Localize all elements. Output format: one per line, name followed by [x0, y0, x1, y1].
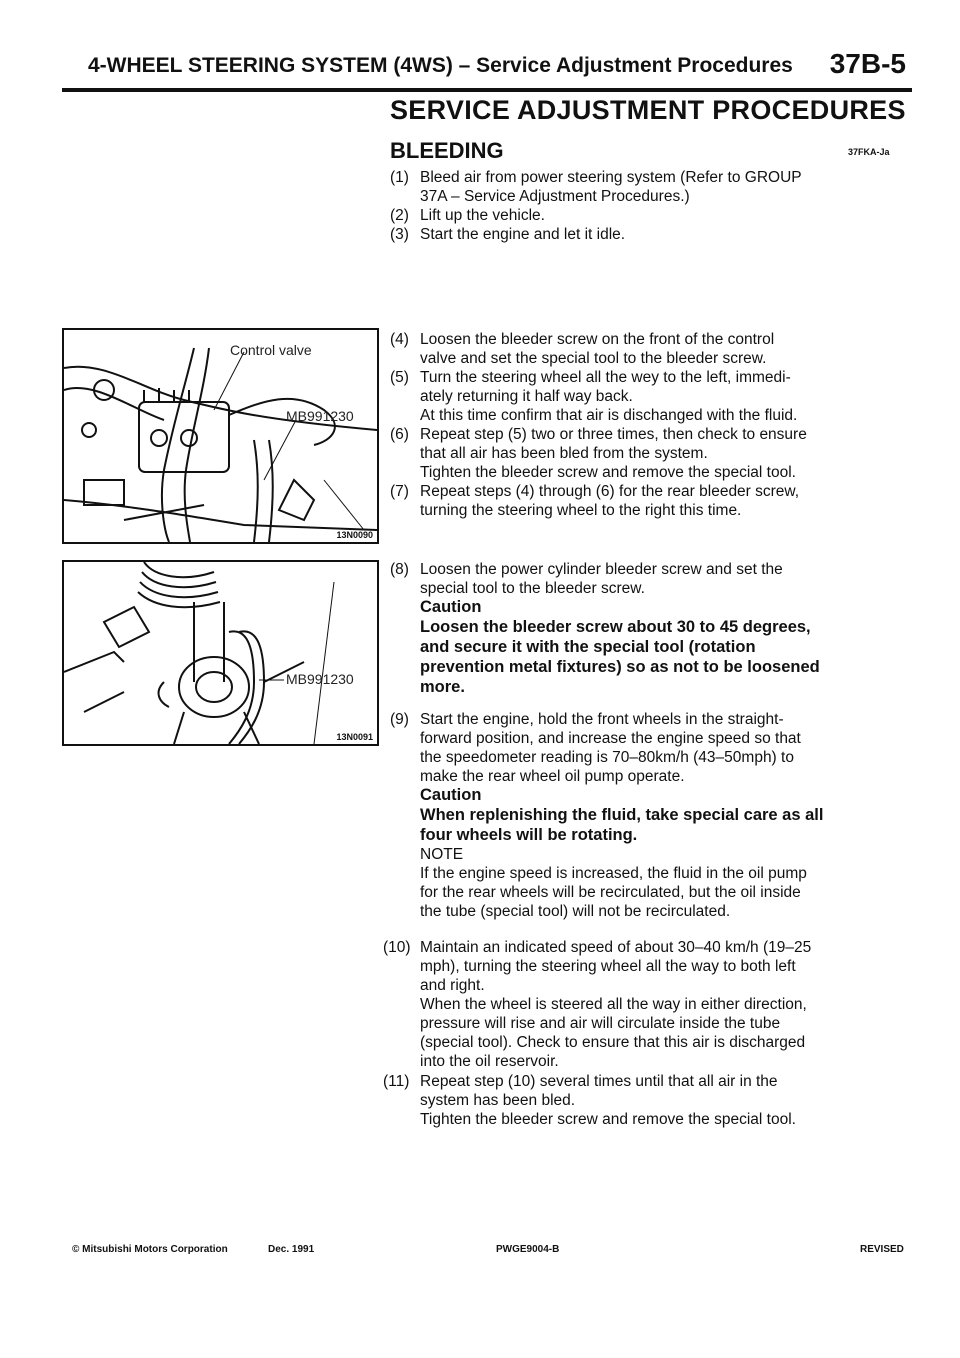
power-cylinder-illustration	[64, 562, 377, 744]
caution-text: more.	[420, 678, 465, 696]
step-text: Tighten the bleeder screw and remove the special tool.	[420, 464, 796, 481]
step-number: (2)	[390, 207, 409, 224]
step-text: mph), turning the steering wheel all the way to both left	[420, 958, 796, 975]
step-10	[383, 938, 903, 1071]
step-text: pressure will rise and air will circulate inside the tube	[420, 1015, 781, 1032]
step-text: into the oil reservoir.	[420, 1053, 559, 1070]
step-text: 37A – Service Adjustment Procedures.)	[420, 188, 690, 205]
step-text: ately returning it half way back.	[420, 388, 633, 405]
step-text: Lift up the vehicle.	[420, 207, 545, 224]
step-number: (10)	[383, 939, 411, 956]
subsection-code: 37FKA-Ja	[848, 147, 890, 157]
note-text: for the rear wheels will be recirculated, but the oil inside	[420, 884, 801, 901]
caution-text: When replenishing the fluid, take special care as all	[420, 806, 824, 824]
control-valve-label: Control valve	[230, 342, 312, 358]
header-title: 4-WHEEL STEERING SYSTEM (4WS) – Service Adjustment Procedures	[88, 54, 793, 77]
step-7	[390, 482, 910, 520]
step-number: (8)	[390, 561, 409, 578]
step-number: (9)	[390, 711, 409, 728]
footer-status: REVISED	[860, 1244, 904, 1255]
caution-text: and secure it with the special tool (rotation	[420, 638, 756, 656]
step-text: Start the engine and let it idle.	[420, 226, 626, 243]
step-text: At this time confirm that air is dischanged with the fluid.	[420, 407, 798, 424]
step-text: Start the engine, hold the front wheels in the straight-	[420, 711, 784, 728]
step-text: the speedometer reading is 70–80km/h (43–50mph) to	[420, 749, 794, 766]
step-8	[390, 560, 910, 697]
step-number: (7)	[390, 483, 409, 500]
footer-date: Dec. 1991	[268, 1244, 315, 1255]
note-heading: NOTE	[420, 846, 464, 863]
step-9	[390, 710, 910, 921]
step-1	[390, 168, 910, 206]
note-text: If the engine speed is increased, the fluid in the oil pump	[420, 865, 807, 882]
figure-code: 13N0090	[336, 530, 373, 540]
section-title: SERVICE ADJUSTMENT PROCEDURES	[390, 95, 906, 125]
step-text: Loosen the bleeder screw on the front of the control	[420, 331, 775, 348]
caution-heading: Caution	[420, 598, 482, 616]
step-3	[390, 225, 910, 244]
step-number: (3)	[390, 226, 409, 243]
tool-label: MB991230	[286, 408, 354, 424]
step-number: (5)	[390, 369, 409, 386]
step-text: and right.	[420, 977, 485, 994]
step-text: that all air has been bled from the system.	[420, 445, 708, 462]
note-text: the tube (special tool) will not be recirculated.	[420, 903, 731, 920]
caution-text: prevention metal fixtures) so as not to be loosened	[420, 658, 820, 676]
step-number: (1)	[390, 169, 409, 186]
figure-code: 13N0091	[336, 732, 373, 742]
subsection-title: BLEEDING	[390, 138, 504, 163]
step-text: Repeat step (5) two or three times, then check to ensure	[420, 426, 807, 443]
step-text: turning the steering wheel to the right this time.	[420, 502, 742, 519]
step-text: valve and set the special tool to the bleeder screw.	[420, 350, 767, 367]
figure-control-valve	[62, 328, 379, 544]
footer-doc-code: PWGE9004-B	[496, 1244, 560, 1255]
step-text: (special tool). Check to ensure that this air is discharged	[420, 1034, 806, 1051]
step-11	[383, 1072, 903, 1129]
control-valve-illustration	[64, 330, 377, 542]
tool-label: MB991230	[286, 671, 354, 687]
step-text: forward position, and increase the engine speed so that	[420, 730, 801, 747]
step-4	[390, 330, 910, 368]
figure-power-cylinder	[62, 560, 379, 746]
step-text: Repeat steps (4) through (6) for the rear bleeder screw,	[420, 483, 800, 500]
step-number: (4)	[390, 331, 409, 348]
step-text: Turn the steering wheel all the wey to the left, immedi-	[420, 369, 791, 386]
step-number: (11)	[383, 1073, 410, 1090]
page-header	[88, 48, 910, 88]
step-6	[390, 425, 910, 482]
step-text: Repeat step (10) several times until that all air in the	[420, 1073, 778, 1090]
caution-text: Loosen the bleeder screw about 30 to 45 degrees,	[420, 618, 811, 636]
step-2	[390, 206, 910, 225]
step-text: Bleed air from power steering system (Refer to GROUP	[420, 169, 802, 186]
step-text: special tool to the bleeder screw.	[420, 580, 645, 597]
step-text: make the rear wheel oil pump operate.	[420, 768, 685, 785]
header-rule	[62, 88, 912, 92]
page-number: 37B-5	[829, 48, 906, 79]
caution-heading: Caution	[420, 786, 482, 804]
step-text: Tighten the bleeder screw and remove the special tool.	[420, 1111, 796, 1128]
footer-copyright: © Mitsubishi Motors Corporation	[72, 1244, 228, 1255]
step-text: When the wheel is steered all the way in either direction,	[420, 996, 807, 1013]
step-text: Loosen the power cylinder bleeder screw and set the	[420, 561, 783, 578]
step-number: (6)	[390, 426, 409, 443]
step-text: Maintain an indicated speed of about 30–40 km/h (19–25	[420, 939, 812, 956]
caution-text: four wheels will be rotating.	[420, 826, 638, 844]
step-5	[390, 368, 910, 425]
step-text: system has been bled.	[420, 1092, 576, 1109]
